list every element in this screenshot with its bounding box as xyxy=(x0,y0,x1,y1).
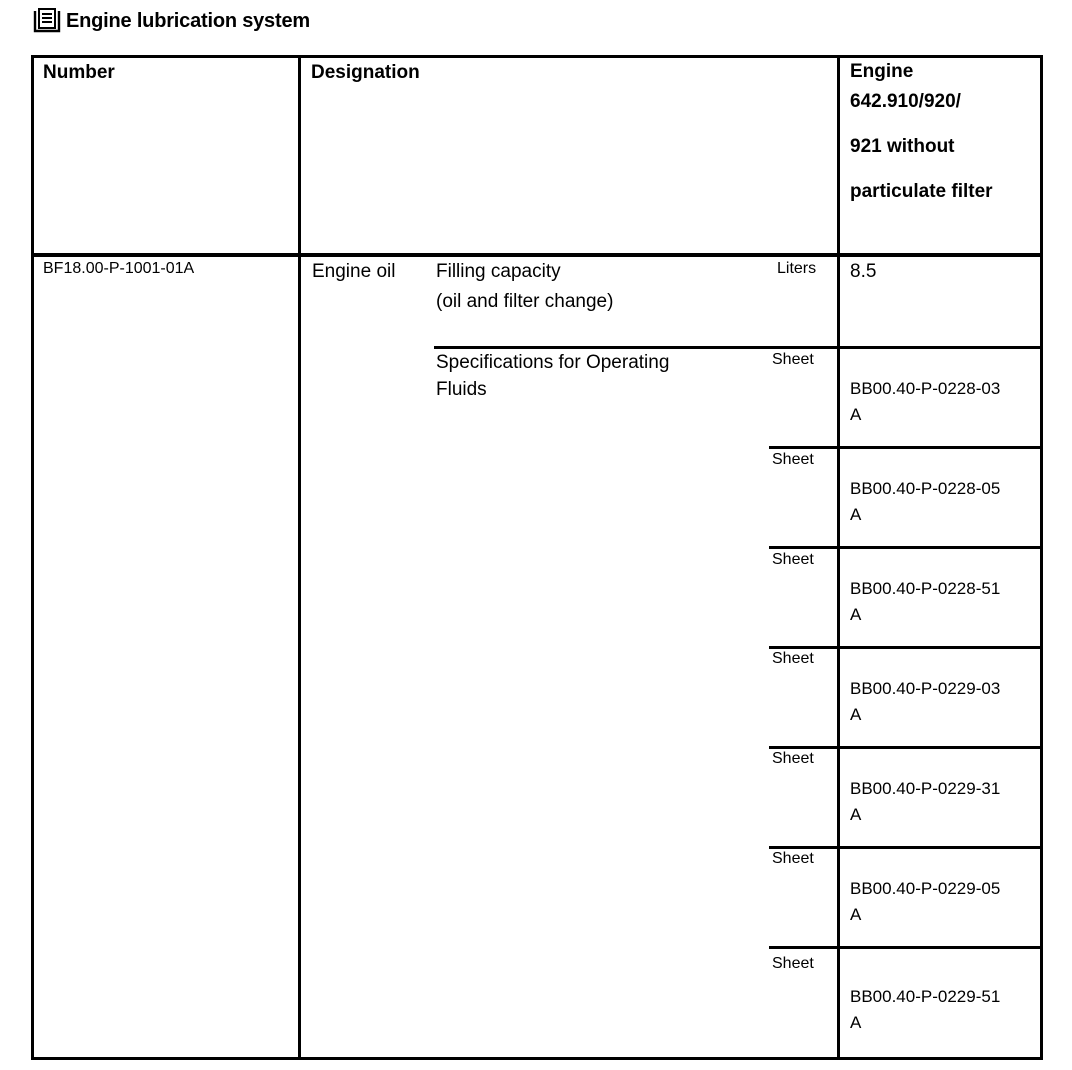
sheet-reference xyxy=(850,576,1000,628)
table-border-right xyxy=(1040,55,1043,1060)
lubrication-table xyxy=(31,55,1043,1060)
sheet-reference xyxy=(850,476,1000,528)
row-divider-sheet-3 xyxy=(769,646,1043,649)
section-title xyxy=(32,4,310,38)
sheet-reference-code: BB00.40-P-0229-05 xyxy=(850,879,1001,898)
sheet-reference-suffix: A xyxy=(850,505,862,524)
column-divider-engine xyxy=(837,55,840,1060)
sheet-unit: Sheet xyxy=(772,551,814,568)
column-header-engine xyxy=(850,61,1035,226)
table-border-left xyxy=(31,55,34,1060)
sheet-reference xyxy=(850,876,1000,928)
sheet-reference-suffix: A xyxy=(850,405,862,424)
sheet-reference xyxy=(850,776,1000,828)
designation-engine-oil: Engine oil xyxy=(312,261,396,282)
sheet-reference-code: BB00.40-P-0229-51 xyxy=(850,987,1001,1006)
sheet-reference-code: BB00.40-P-0228-03 xyxy=(850,379,1001,398)
sheet-unit: Sheet xyxy=(772,955,814,972)
row-divider-sheet-4 xyxy=(769,746,1043,749)
sheet-reference xyxy=(850,376,1000,428)
page-title: Engine lubrication system xyxy=(66,9,310,32)
sheet-unit: Sheet xyxy=(772,451,814,468)
header-divider xyxy=(31,253,1043,257)
filling-capacity-label: Filling capacity xyxy=(436,261,561,282)
table-border-bottom xyxy=(31,1057,1043,1060)
sheet-unit: Sheet xyxy=(772,750,814,767)
sheet-unit: Sheet xyxy=(772,850,814,867)
row-divider-sheet-2 xyxy=(769,546,1043,549)
specifications-label: Specifications for Operating xyxy=(436,352,670,373)
engine-header-line: Engine xyxy=(850,61,914,82)
sheet-reference-code: BB00.40-P-0228-51 xyxy=(850,579,1001,598)
sheet-unit: Sheet xyxy=(772,351,814,368)
engine-header-line: particulate filter xyxy=(850,181,993,202)
sheet-reference-suffix: A xyxy=(850,705,862,724)
column-header-number: Number xyxy=(43,62,115,83)
column-header-designation: Designation xyxy=(311,62,420,83)
sheet-reference-code: BB00.40-P-0229-03 xyxy=(850,679,1001,698)
table-border-top xyxy=(31,55,1043,58)
row-divider-sheet-1 xyxy=(769,446,1043,449)
filling-capacity-value: 8.5 xyxy=(850,261,877,282)
sheet-reference-suffix: A xyxy=(850,905,862,924)
document-number: BF18.00-P-1001-01A xyxy=(43,260,195,277)
engine-header-line: 642.910/920/ xyxy=(850,91,961,112)
engine-header-line: 921 without xyxy=(850,136,955,157)
manual-book-icon xyxy=(32,7,62,35)
sheet-reference-suffix: A xyxy=(850,1013,862,1032)
row-divider-sheet-5 xyxy=(769,846,1043,849)
filling-capacity-sublabel: (oil and filter change) xyxy=(436,291,614,312)
sheet-reference-suffix: A xyxy=(850,605,862,624)
sheet-reference xyxy=(850,676,1000,728)
filling-capacity-unit: Liters xyxy=(777,260,817,277)
sheet-reference-code: BB00.40-P-0228-05 xyxy=(850,479,1001,498)
specifications-sublabel: Fluids xyxy=(436,379,487,400)
column-divider-number xyxy=(298,55,301,1060)
row-divider-filling xyxy=(434,346,1043,349)
row-divider-sheet-6 xyxy=(769,946,1043,949)
sheet-reference xyxy=(850,984,1000,1036)
sheet-unit: Sheet xyxy=(772,650,814,667)
sheet-reference-suffix: A xyxy=(850,805,862,824)
sheet-reference-code: BB00.40-P-0229-31 xyxy=(850,779,1001,798)
